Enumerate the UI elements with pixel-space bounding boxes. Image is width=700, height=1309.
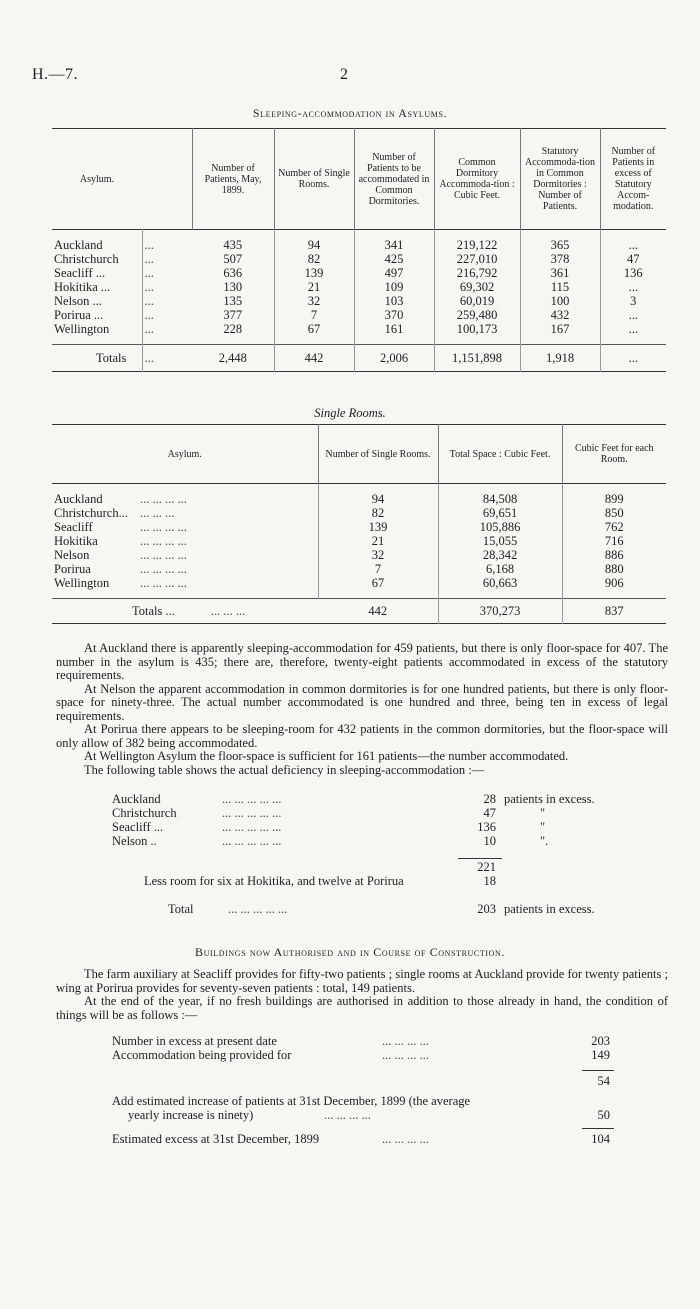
paragraph: The following table shows the actual deficiency in sleeping-accommodation :—	[84, 762, 485, 777]
paragraph: At Nelson the apparent accommodation in common dormitories is for one hundred patients, but there is only floor-space for ninety-three. The actual number accommodated is one hundred and three, being ten in excess of legal requirements.	[56, 681, 668, 723]
column-header: Number of Single Rooms.	[274, 129, 354, 230]
paragraph: The farm auxiliary at Seacliff provides for fifty-two patients ; single rooms at Auckland provide for twenty patients ; wing at Porirua provides for seventy-seven patients : total, 149 patients.	[56, 967, 668, 995]
table-row: Hokitika ... ... ... ... 21 15,055 716	[54, 534, 624, 548]
list-item: Nelson .. ... ... ... ... ... 10 ".	[112, 834, 549, 848]
body-text	[56, 968, 668, 1022]
column-header: Number of Patients to be accommodated in Common Dormitories.	[354, 129, 434, 230]
paragraph: At Wellington Asylum the floor-space is sufficient for 161 patients—the number accommodated.	[84, 749, 569, 763]
column-header: Asylum.	[79, 173, 115, 185]
table-row: Auckland ... ... ... ... 94 84,508 899	[54, 492, 624, 506]
table-row: Porirua ... ... ... ... 7 6,168 880	[54, 562, 624, 576]
paragraph: At the end of the year, if no fresh buildings are authorised in addition to those already in hand, the condition of things will be as follows :—	[56, 994, 668, 1022]
table-row: Seacliff ... ... 636 139 497 216,792 361 136	[54, 266, 643, 280]
column-header: Cubic Feet for each Room.	[574, 443, 654, 465]
table-row: Nelson ... ... ... ... 32 28,342 886	[54, 548, 624, 562]
column-header: Number of Patients in excess of Statutory Accom-modation.	[611, 146, 656, 212]
single-rooms-table	[52, 424, 666, 624]
table-row: Christchurch... ... ... ... 82 69,651 850	[54, 506, 624, 520]
list-item: Estimated excess at 31st December, 1899 ... ... ... ... 104	[112, 1132, 610, 1146]
list-item: Accommodation being provided for ... ... ... ... 149	[112, 1048, 610, 1062]
list-item: Auckland ... ... ... ... ... 28 patients in excess.	[112, 792, 595, 806]
sleeping-accommodation-table	[52, 128, 666, 372]
list-item: Number in excess at present date ... ... ... ... 203	[112, 1034, 610, 1048]
paragraph: At Porirua there appears to be sleeping-room for 432 patients in the common dormitories, but the floor-space will only allow of 382 being accommodated.	[56, 722, 668, 750]
table-row: Wellington ... 228 67 161 100,173 167 ...	[54, 322, 638, 336]
table-row: Porirua ... ... 377 7 370 259,480 432 ...	[54, 308, 638, 322]
table-row: Nelson ... ... 135 32 103 60,019 100 3	[54, 294, 637, 308]
total-row: Total ... ... ... ... ... 203 patients in excess.	[168, 902, 595, 916]
deficiency-table	[112, 792, 632, 916]
list-item: Add estimated increase of patients at 31st December, 1899 (the average	[112, 1094, 471, 1108]
list-item: 54	[597, 1074, 610, 1088]
subtotal: 221	[477, 860, 496, 874]
table2-title: Single Rooms.	[314, 406, 386, 420]
table1-title: Sleeping-accommodation in Asylums.	[252, 106, 448, 120]
table-header-row	[52, 129, 666, 230]
less-row: Less room for six at Hokitika, and twelve at Porirua 18	[144, 874, 496, 888]
column-header: Statutory Accommoda-tion in Common Dormitories : Number of Patients.	[520, 129, 600, 230]
table-row: Wellington ... ... ... ... 67 60,663 906	[54, 576, 624, 590]
table-row: Auckland ... 435 94 341 219,122 365 ...	[54, 238, 638, 252]
paragraph: At Auckland there is apparently sleeping-accommodation for 459 patients, but there is only floor-space for 407. The number in the asylum is 435; there are, therefore, twenty-eight patients accommodated in excess of the statutory requirements.	[56, 641, 668, 682]
table-row: Seacliff ... ... ... ... 139 105,886 762	[54, 520, 624, 534]
table-row: Christchurch ... 507 82 425 227,010 378 47	[54, 252, 640, 266]
document-code: H.—7.	[32, 66, 79, 83]
totals-row: Totals ... ... ... ... 442 370,273 837	[52, 599, 666, 624]
table-header-row	[52, 425, 666, 484]
column-header: Total Space : Cubic Feet.	[438, 425, 562, 484]
table-row: Hokitika ... ... 130 21 109 69,302 115 ...	[54, 280, 638, 294]
estimate-table	[112, 1034, 612, 1146]
list-item: yearly increase is ninety) ... ... ... ... 50	[128, 1108, 610, 1122]
section-title: Buildings now Authorised and in Course of Construction.	[195, 945, 505, 959]
column-header: Common Dormitory Accommoda-tion : Cubic Feet.	[434, 129, 520, 230]
column-header: Number of Patients, May, 1899.	[192, 129, 274, 230]
body-text	[56, 642, 668, 777]
totals-row: Totals ... 2,448 442 2,006 1,151,898 1,918 ...	[52, 345, 666, 372]
column-header: Asylum.	[52, 425, 318, 484]
list-item: Christchurch ... ... ... ... ... 47 "	[112, 806, 546, 820]
column-header: Number of Single Rooms.	[318, 425, 438, 484]
list-item: Seacliff ... ... ... ... ... ... 136 "	[112, 820, 546, 834]
page-number: 2	[340, 66, 348, 83]
column-header-spacer	[142, 129, 192, 230]
